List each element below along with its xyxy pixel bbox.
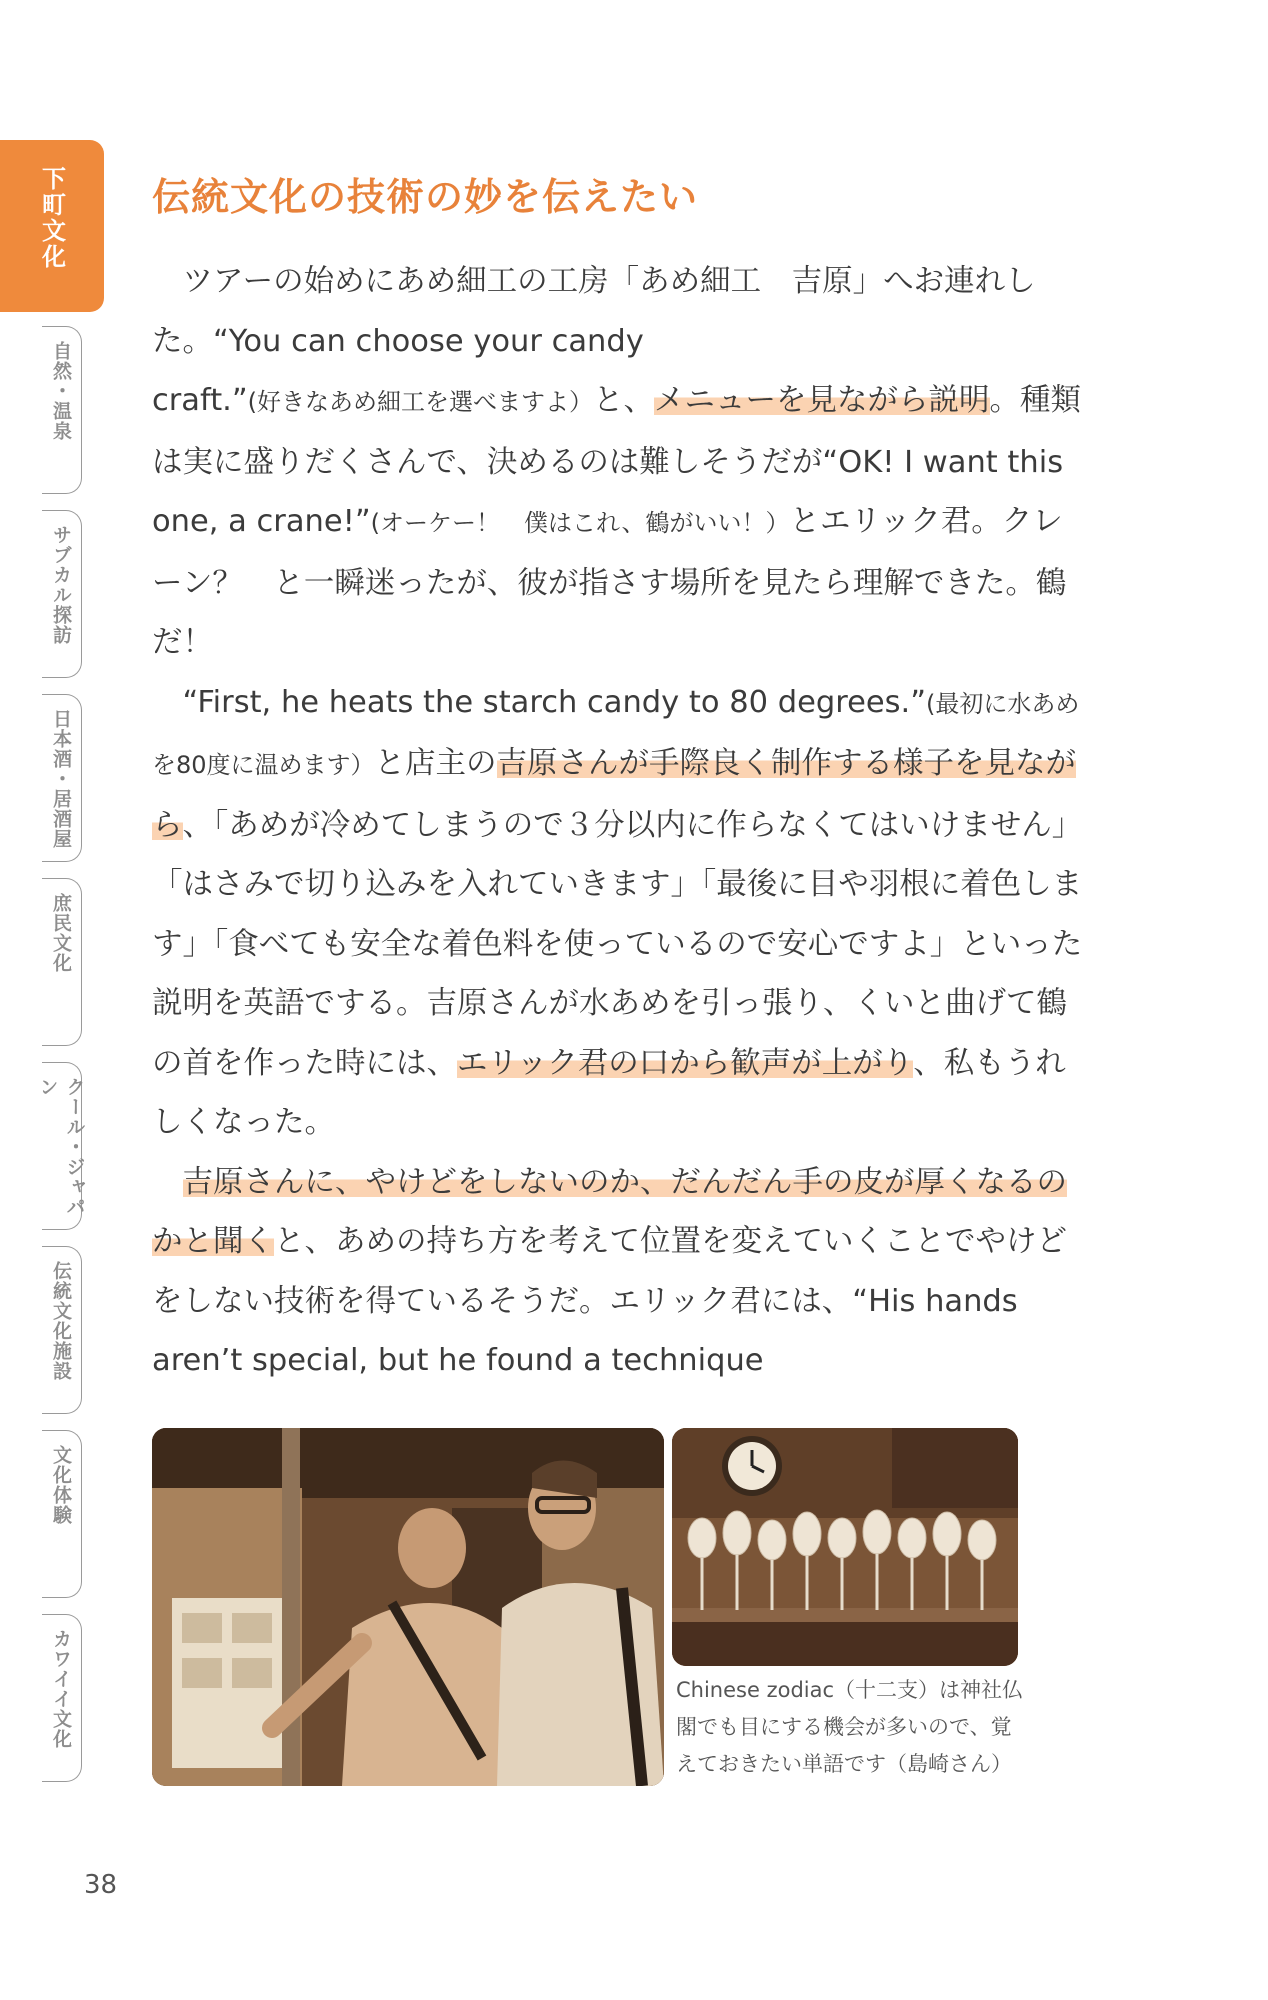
photo-illustration	[672, 1428, 1018, 1666]
tab-cool-japan[interactable]	[36, 1062, 86, 1230]
paragraph-3	[152, 1153, 1090, 1391]
text-run: “First, he heats the starch candy to 80 degrees.”	[182, 684, 926, 720]
paragraph-2	[152, 673, 1090, 1153]
highlight: エリック君の口から歓声が上がり	[457, 1045, 914, 1081]
translation-note: (好きなあめ細工を選べますよ）	[247, 388, 594, 416]
tab-label: 伝統文化施設	[50, 1261, 72, 1381]
tab-label: サブカル探訪	[50, 525, 72, 645]
photo-caption: Chinese zodiac（十二支）は神社仏閣でも目にする機会が多いので、覚えておきたい単語です（島崎さん）	[676, 1678, 1024, 1776]
text-run: 、「あめが冷めてしまうので３分以内に作らなくてはいけません」「はさみで切り込みを入れていきます」「最後に目や羽根に着色します」「食べても安全な着色料を使っているので安心ですよ」といった説明を英語でする。吉原さんが水あめを引っ張り、くいと曲げて鶴の首を作った時には、	[152, 807, 1083, 1081]
text-run: と、あめの持ち方を考えて位置を変えていくことでやけどをしない技術を得ているそうだ。エリック君には、“His hands aren’t special, but he found a technique	[152, 1224, 1067, 1378]
text-run: 。種類は実に盛りだくさんで、決めるのは難しそうだが“OK! I want this one, a crane!”	[152, 383, 1082, 539]
section-heading: 伝統文化の技術の妙を伝えたい	[152, 175, 699, 219]
tab-label: 下町文化	[37, 166, 66, 270]
candy-display-photo	[672, 1428, 1018, 1666]
tab-cultural-experience[interactable]	[42, 1430, 82, 1598]
text-run: とエリック君。クレーン？ と一瞬迷ったが、彼が指さす場所を見たら理解できた。鶴だ！	[152, 504, 1067, 660]
tab-subculture[interactable]	[42, 510, 82, 678]
highlight: 吉原さんが手際良く制作する様子を見ながら	[152, 746, 1077, 843]
tab-popular-culture[interactable]	[42, 878, 82, 1046]
article-body	[152, 252, 1090, 1391]
tab-label: 日本酒・居酒屋	[50, 709, 72, 849]
tab-label: カワイイ文化	[50, 1629, 72, 1749]
highlight: メニューを見ながら説明	[654, 383, 990, 418]
page-number: 38	[84, 1870, 118, 1900]
text-run: と店主の	[374, 746, 497, 781]
tab-nature-onsen[interactable]	[42, 326, 82, 494]
text-run: ツアーの始めにあめ細工の工房「あめ細工 吉原」へお連れした。“You can choose your candy craft.”	[152, 264, 1036, 418]
tab-label: 文化体験	[50, 1445, 72, 1525]
translation-note: (最初に水あめを80度に温めます）	[152, 689, 1080, 779]
tab-label: クール・ジャパン	[36, 1077, 86, 1217]
text-run: 、私もうれしくなった。	[152, 1045, 1066, 1140]
text-run: と、	[593, 383, 655, 418]
paragraph-1	[152, 252, 1090, 673]
candy-shop-photo	[152, 1428, 664, 1786]
tab-label: 庶民文化	[50, 893, 72, 973]
tab-kawaii-culture[interactable]	[42, 1614, 82, 1782]
tab-shitamachi-culture[interactable]	[0, 140, 104, 312]
tab-traditional-facilities[interactable]	[42, 1246, 82, 1414]
tab-sake-izakaya[interactable]	[42, 694, 82, 862]
photo-illustration	[152, 1428, 664, 1786]
highlight: 吉原さんに、やけどをしないのか、だんだん手の皮が厚くなるのかと聞く	[152, 1164, 1067, 1259]
tab-label: 自然・温泉	[50, 341, 72, 441]
translation-note: (オーケー！ 僕はこれ、鶴がいい！）	[370, 509, 790, 537]
